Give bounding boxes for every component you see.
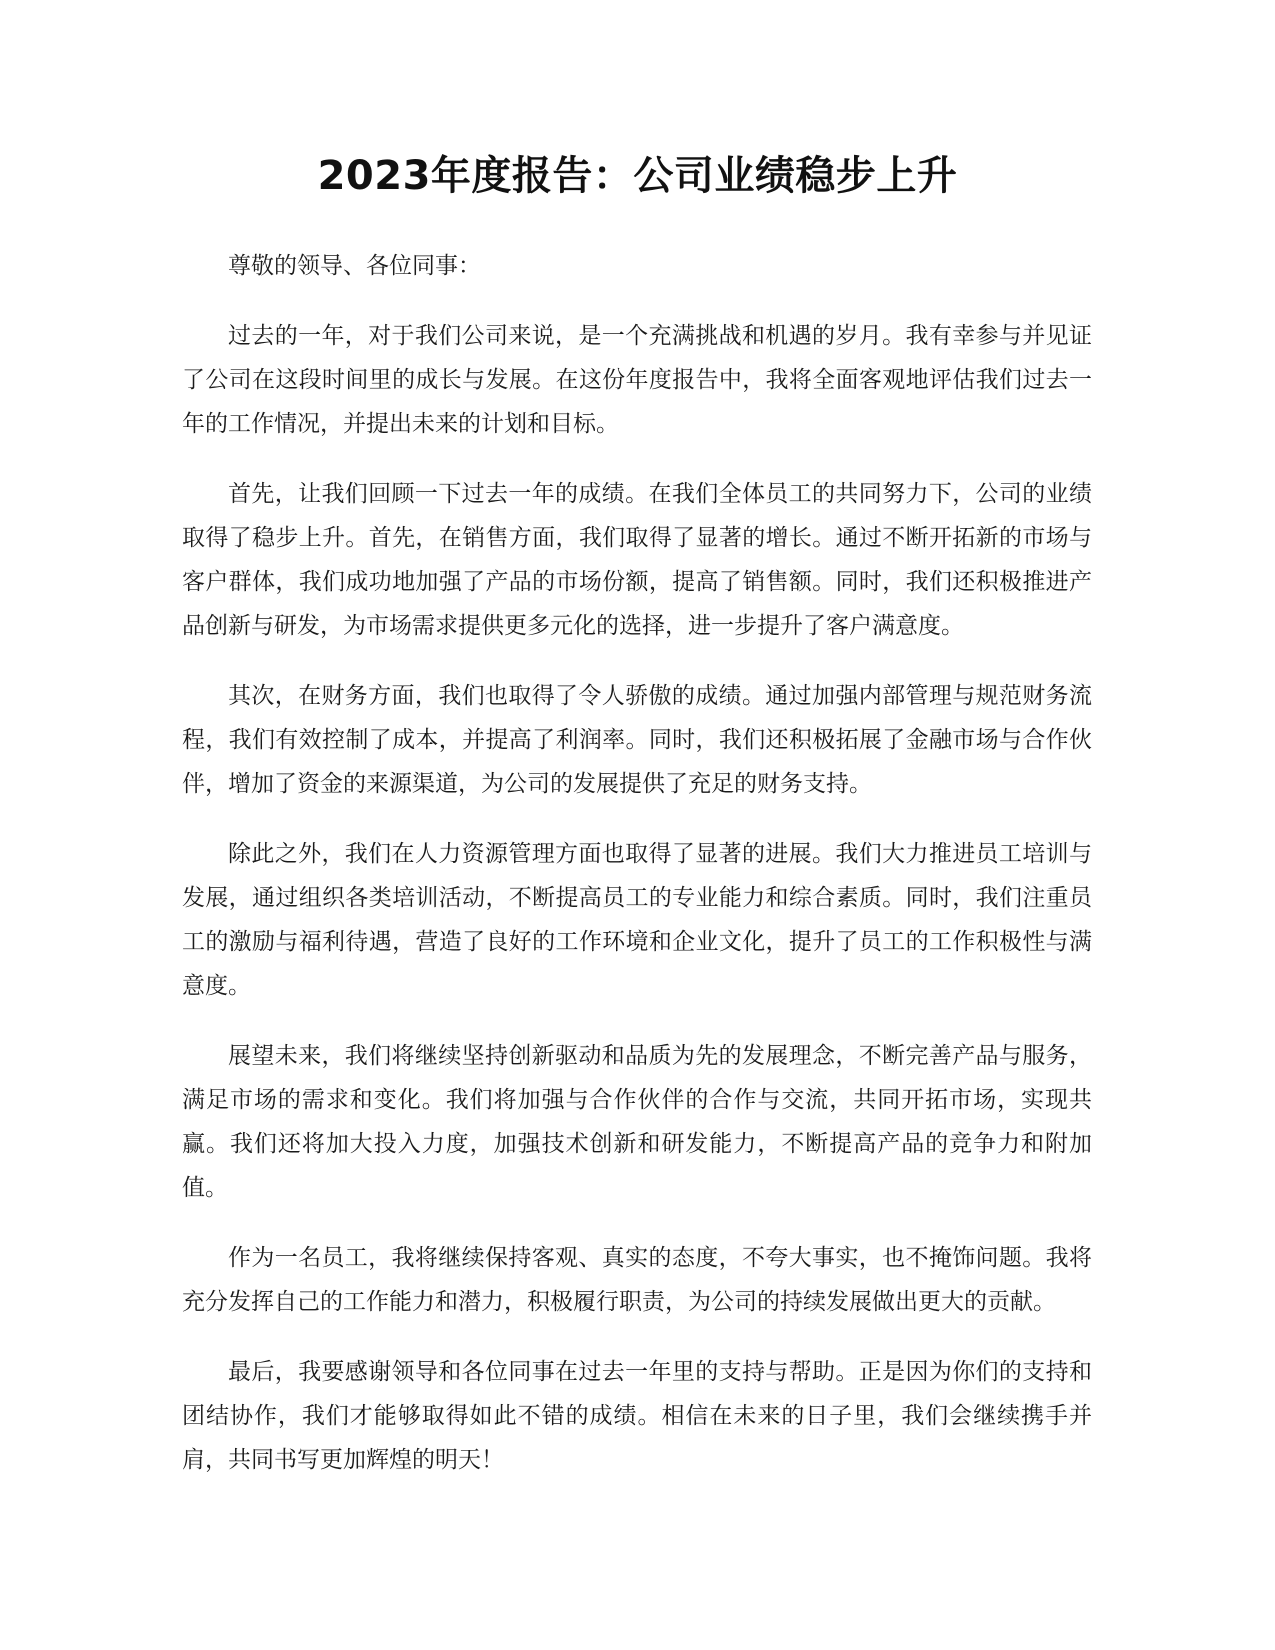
body-paragraph: 作为一名员工，我将继续保持客观、真实的态度，不夸大事实，也不掩饰问题。我将充分发挥自己的工作能力和潜力，积极履行职责，为公司的持续发展做出更大的贡献。 [182,1245,1092,1315]
document-body [182,244,1092,1508]
body-paragraph: 最后，我要感谢领导和各位同事在过去一年里的支持与帮助。正是因为你们的支持和团结协作，我们才能够取得如此不错的成绩。相信在未来的日子里，我们会继续携手并肩，共同书写更加辉煌的明天！ [182,1359,1092,1473]
greeting-paragraph: 尊敬的领导、各位同事： [228,253,481,279]
body-paragraph: 首先，让我们回顾一下过去一年的成绩。在我们全体员工的共同努力下，公司的业绩取得了稳步上升。首先，在销售方面，我们取得了显著的增长。通过不断开拓新的市场与客户群体，我们成功地加强了产品的市场份额，提高了销售额。同时，我们还积极推进产品创新与研发，为市场需求提供更多元化的选择，进一步提升了客户满意度。 [182,481,1092,639]
body-paragraph: 其次，在财务方面，我们也取得了令人骄傲的成绩。通过加强内部管理与规范财务流程，我们有效控制了成本，并提高了利润率。同时，我们还积极拓展了金融市场与合作伙伴，增加了资金的来源渠道，为公司的发展提供了充足的财务支持。 [182,683,1092,797]
body-paragraph: 过去的一年，对于我们公司来说，是一个充满挑战和机遇的岁月。我有幸参与并见证了公司在这段时间里的成长与发展。在这份年度报告中，我将全面客观地评估我们过去一年的工作情况，并提出未来的计划和目标。 [182,323,1092,437]
body-paragraph: 展望未来，我们将继续坚持创新驱动和品质为先的发展理念，不断完善产品与服务，满足市场的需求和变化。我们将加强与合作伙伴的合作与交流，共同开拓市场，实现共赢。我们还将加大投入力度，加强技术创新和研发能力，不断提高产品的竞争力和附加值。 [182,1043,1092,1201]
document-title: 2023年度报告：公司业绩稳步上升 [317,153,958,199]
body-paragraph: 除此之外，我们在人力资源管理方面也取得了显著的进展。我们大力推进员工培训与发展，通过组织各类培训活动，不断提高员工的专业能力和综合素质。同时，我们注重员工的激励与福利待遇，营造了良好的工作环境和企业文化，提升了员工的工作积极性与满意度。 [182,841,1092,999]
